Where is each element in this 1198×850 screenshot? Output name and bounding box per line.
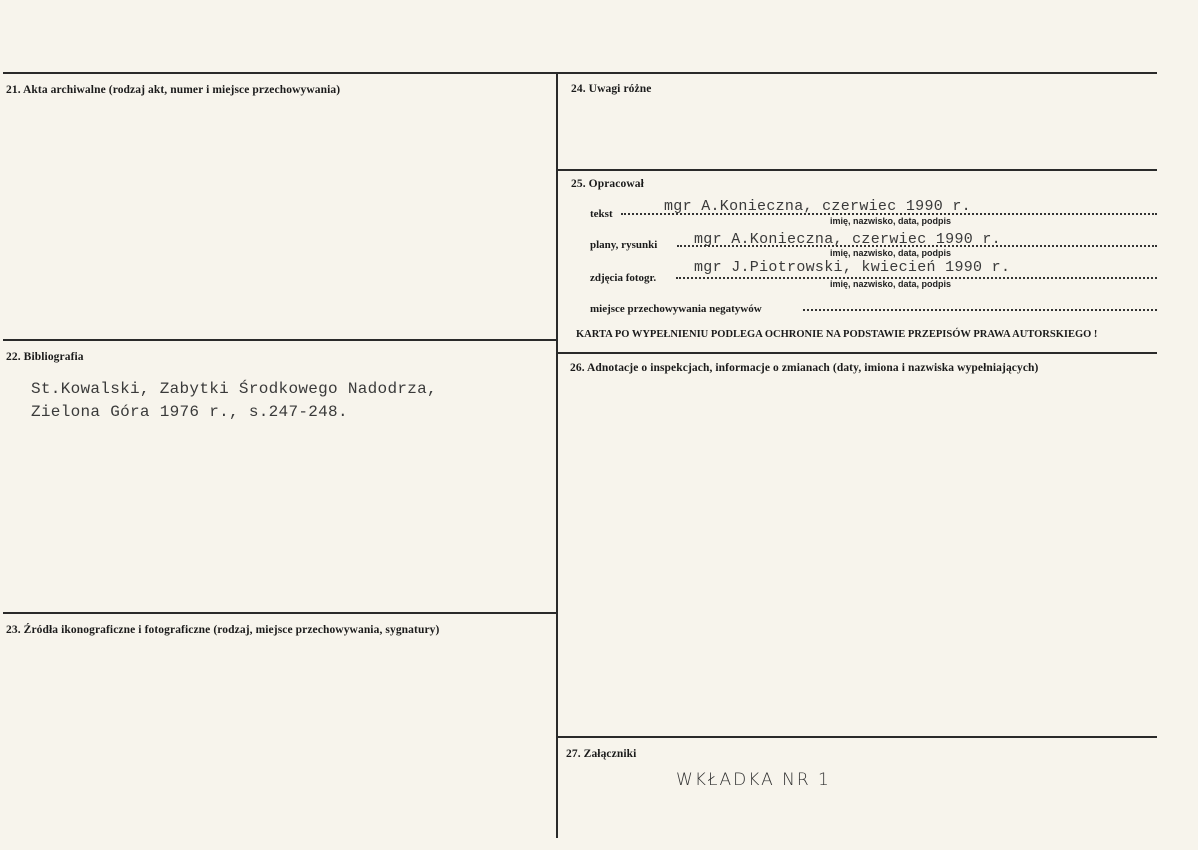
section-24-number: 24. — [571, 83, 586, 95]
divider-21-22 — [3, 339, 557, 341]
section-26-heading — [570, 362, 1039, 374]
top-rule — [3, 72, 1157, 74]
bibliography-line-1: St.Kowalski, Zabytki Środkowego Nadodrza, — [31, 380, 437, 398]
section-24-heading — [571, 83, 651, 95]
section-26-number: 26. — [570, 362, 585, 374]
section-21-title: Akta archiwalne — [23, 84, 106, 96]
section-27-title: Załączniki — [583, 748, 637, 760]
section-22-number: 22. — [6, 351, 21, 363]
author-text-value: mgr A.Konieczna, czerwiec 1990 r. — [664, 198, 971, 215]
negatives-label: miejsce przechowywania negatywów — [590, 303, 762, 315]
divider-22-23 — [3, 612, 557, 614]
divider-24-25 — [557, 169, 1157, 171]
section-25-number: 25. — [571, 178, 586, 190]
photos-label: zdjęcia fotogr. — [590, 272, 657, 284]
photos-value: mgr J.Piotrowski, kwiecień 1990 r. — [694, 259, 1011, 276]
section-25-title: Opracował — [588, 178, 644, 190]
section-25-heading — [571, 178, 644, 190]
divider-26-27 — [557, 736, 1157, 738]
plans-value: mgr A.Konieczna, czerwiec 1990 r. — [694, 231, 1001, 248]
section-23-subtitle: (rodzaj, miejsce przechowywania, sygnatury) — [213, 624, 440, 636]
section-27-number: 27. — [566, 748, 581, 760]
divider-25-26 — [557, 352, 1157, 354]
section-21-subtitle: (rodzaj akt, numer i miejsce przechowywania) — [108, 84, 341, 96]
section-21-heading — [6, 84, 340, 96]
photos-hint: imię, nazwisko, data, podpis — [830, 279, 952, 289]
section-26-subtitle: (daty, imiona i nazwiska wypełniających) — [832, 362, 1039, 374]
center-divider — [556, 72, 558, 838]
section-22-heading — [6, 351, 84, 363]
section-21-number: 21. — [6, 84, 21, 96]
attachment-handwritten: WKŁADKA NR 1 — [676, 770, 831, 790]
section-23-title: Źródła ikonograficzne i fotograficzne — [23, 624, 211, 636]
author-text-label: tekst — [590, 208, 613, 220]
plans-hint: imię, nazwisko, data, podpis — [830, 248, 952, 258]
section-26-title: Adnotacje o inspekcjach, informacje o zmianach — [587, 362, 830, 374]
section-23-number: 23. — [6, 624, 21, 636]
bibliography-line-2: Zielona Góra 1976 r., s.247-248. — [31, 403, 348, 421]
section-23-heading — [6, 624, 439, 636]
negatives-line — [803, 309, 1157, 311]
author-text-hint: imię, nazwisko, data, podpis — [830, 216, 952, 226]
section-24-title: Uwagi różne — [588, 83, 652, 95]
copyright-notice: KARTA PO WYPEŁNIENIU PODLEGA OCHRONIE NA PODSTAWIE PRZEPISÓW PRAWA AUTORSKIEGO ! — [576, 329, 1098, 340]
plans-label: plany, rysunki — [590, 239, 658, 251]
section-27-heading — [566, 748, 636, 760]
section-22-title: Bibliografia — [23, 351, 84, 363]
